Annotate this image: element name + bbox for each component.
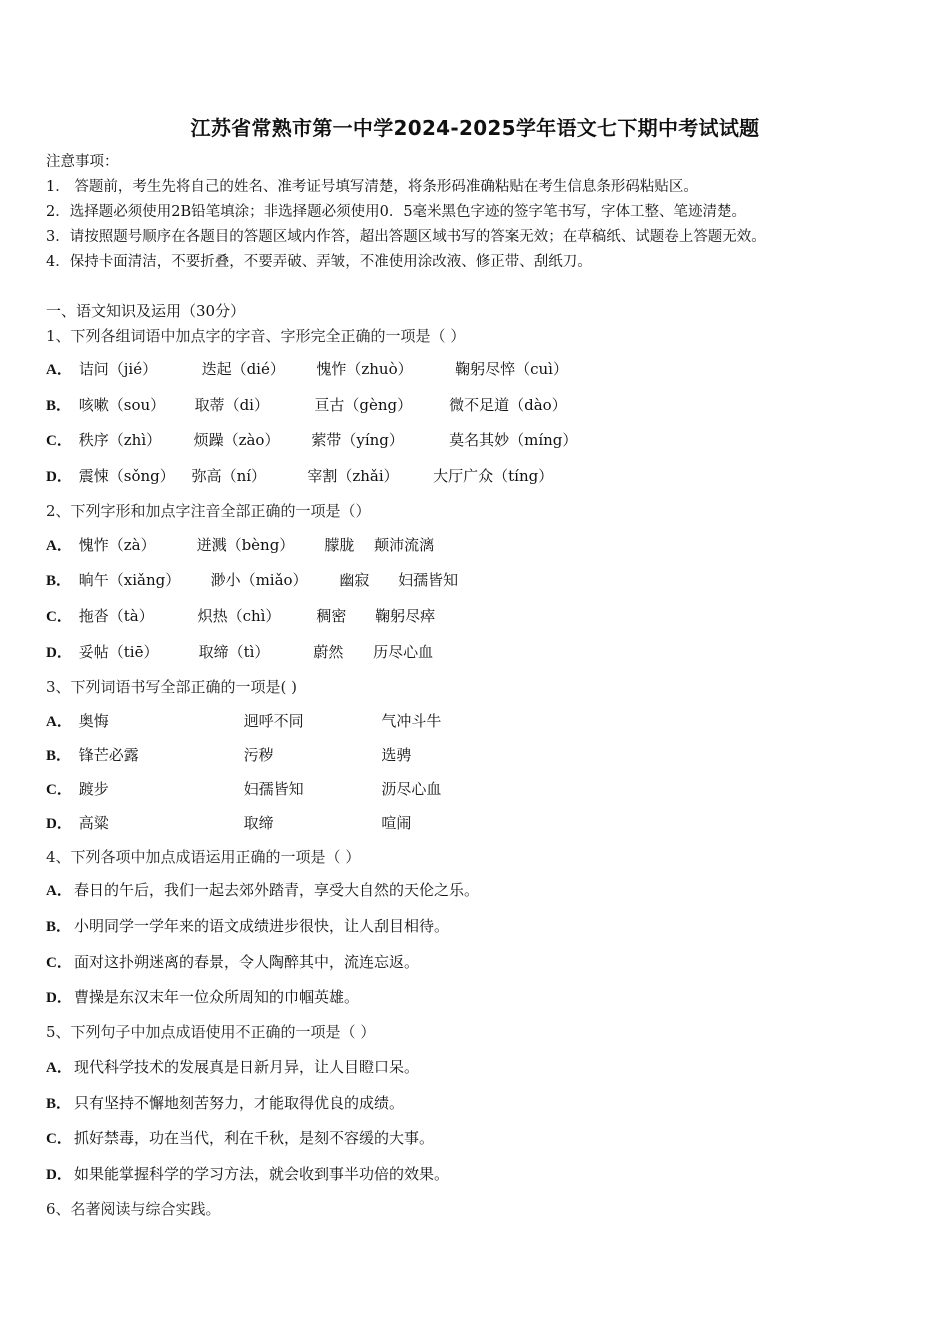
option-letter: B． <box>46 919 72 935</box>
option-item: 烦躁（zào） <box>193 431 280 449</box>
option-row <box>46 535 434 556</box>
option-letter: C． <box>46 609 72 625</box>
option-item: 取缔 <box>243 814 274 832</box>
option-item: 迸溅（bèng） <box>196 536 295 554</box>
option-text: 如果能掌握科学的学习方法，就会收到事半功倍的效果。 <box>74 1165 450 1183</box>
option-item: 奥悔 <box>78 712 109 730</box>
option-letter: C． <box>46 955 72 971</box>
option-item: 渺小（miǎo） <box>210 571 308 589</box>
question-stem: 6、名著阅读与综合实践。 <box>46 1200 221 1218</box>
option-row <box>46 642 433 663</box>
option-row <box>46 359 568 380</box>
question-stem: 2、下列字形和加点字注音全部正确的一项是（） <box>46 502 371 520</box>
option-text: 春日的午后，我们一起去郊外踏青，享受大自然的天伦之乐。 <box>74 881 480 899</box>
question-stem: 1、下列各组词语中加点字的字音、字形完全正确的一项是（ ） <box>46 327 466 345</box>
option-row <box>46 745 411 766</box>
option-row <box>46 880 479 901</box>
option-row <box>46 952 419 973</box>
option-item: 迥呼不同 <box>243 712 304 730</box>
option-item: 取蒂（di） <box>194 396 269 414</box>
option-item: 秩序（zhì） <box>78 431 162 449</box>
option-text: 现代科学技术的发展真是日新月异，让人目瞪口呆。 <box>74 1058 420 1076</box>
option-text: 只有坚持不懈地刻苦努力，才能取得优良的成绩。 <box>74 1094 405 1112</box>
option-item: 炽热（chì） <box>197 607 281 625</box>
option-item: 妥帖（tiē） <box>78 643 159 661</box>
option-item: 妇孺皆知 <box>398 571 459 589</box>
option-letter: D． <box>46 645 72 661</box>
option-row <box>46 395 567 416</box>
option-item: 鞠躬尽悴（cuì） <box>455 360 568 378</box>
option-item: 晌午（xiǎng） <box>78 571 181 589</box>
option-item: 颠沛流漓 <box>374 536 435 554</box>
question-stem: 3、下列词语书写全部正确的一项是( ) <box>46 678 298 696</box>
option-letter: A． <box>46 362 72 378</box>
option-item: 沥尽心血 <box>381 780 442 798</box>
option-row <box>46 916 449 937</box>
option-item: 高粱 <box>78 814 109 832</box>
option-letter: B． <box>46 398 72 414</box>
option-row <box>46 430 577 451</box>
option-item: 踱步 <box>78 780 109 798</box>
option-item: 朦胧 <box>324 536 355 554</box>
option-item: 妇孺皆知 <box>243 780 304 798</box>
option-item: 咳嗽（sou） <box>78 396 166 414</box>
option-item: 愧怍（zà） <box>78 536 156 554</box>
question-stem: 4、下列各项中加点成语运用正确的一项是（ ） <box>46 848 361 866</box>
option-item: 宰割（zhǎi） <box>307 467 399 485</box>
option-row <box>46 1164 449 1185</box>
option-row <box>46 711 441 732</box>
option-letter: D． <box>46 1167 72 1183</box>
option-item: 愧怍（zhuò） <box>316 360 413 378</box>
option-text: 小明同学一学年来的语文成绩进步很快，让人刮目相待。 <box>74 917 450 935</box>
question-stem: 5、下列句子中加点成语使用不正确的一项是（ ） <box>46 1023 376 1041</box>
notice-item: 3．请按照题号顺序在各题目的答题区域内作答，超出答题区域书写的答案无效；在草稿纸、试题卷上答题无效。 <box>46 229 766 245</box>
option-item: 稠密 <box>316 607 347 625</box>
option-row <box>46 466 553 487</box>
option-item: 拖沓（tà） <box>78 607 154 625</box>
option-letter: C． <box>46 782 72 798</box>
option-letter: D． <box>46 469 72 485</box>
notice-item: 2．选择题必须使用2B铅笔填涂；非选择题必须使用0．5毫米黑色字迹的签字笔书写，字体工整、笔迹清楚。 <box>46 204 747 220</box>
option-item: 迭起（dié） <box>201 360 285 378</box>
exam-title: 江苏省常熟市第一中学2024-2025学年语文七下期中考试试题 <box>190 116 760 140</box>
option-letter: A． <box>46 883 72 899</box>
option-letter: A． <box>46 538 72 554</box>
option-item: 污秽 <box>243 746 274 764</box>
option-item: 微不足道（dào） <box>449 396 567 414</box>
option-item: 喧闹 <box>381 814 412 832</box>
option-item: 锋芒必露 <box>78 746 139 764</box>
option-letter: C． <box>46 433 72 449</box>
option-row <box>46 1093 404 1114</box>
option-row <box>46 1057 419 1078</box>
option-row <box>46 813 411 834</box>
option-row <box>46 606 435 627</box>
option-item: 亘古（gèng） <box>314 396 413 414</box>
option-item: 弥高（ní） <box>191 467 267 485</box>
option-item: 气冲斗牛 <box>381 712 442 730</box>
notice-item: 4．保持卡面清洁，不要折叠，不要弄破、弄皱，不准使用涂改液、修正带、刮纸刀。 <box>46 254 592 270</box>
option-letter: A． <box>46 714 72 730</box>
option-text: 曹操是东汉末年一位众所周知的巾帼英雄。 <box>74 988 360 1006</box>
option-item: 历尽心血 <box>373 643 434 661</box>
option-row <box>46 570 458 591</box>
option-row <box>46 779 441 800</box>
option-letter: D． <box>46 990 72 1006</box>
option-item: 鞠躬尽瘁 <box>375 607 436 625</box>
option-letter: A． <box>46 1060 72 1076</box>
option-item: 取缔（tì） <box>198 643 270 661</box>
option-item: 震悚（sǒng） <box>78 467 175 485</box>
notice-heading: 注意事项： <box>46 154 119 170</box>
notice-item: 1． 答题前，考生先将自己的姓名、准考证号填写清楚，将条形码准确粘贴在考生信息条形码粘贴区。 <box>46 179 698 195</box>
option-letter: B． <box>46 573 72 589</box>
section-heading: 一、语文知识及运用（30分） <box>46 302 246 320</box>
option-text: 抓好禁毒，功在当代，利在千秋，是刻不容缓的大事。 <box>74 1129 435 1147</box>
option-item: 莫名其妙（míng） <box>449 431 578 449</box>
option-letter: D． <box>46 816 72 832</box>
option-letter: B． <box>46 1096 72 1112</box>
option-row <box>46 1128 434 1149</box>
option-item: 诘问（jié） <box>78 360 158 378</box>
option-item: 大厅广众（tíng） <box>433 467 554 485</box>
option-text: 面对这扑朔迷离的春景，令人陶醉其中，流连忘返。 <box>74 953 420 971</box>
option-row <box>46 987 359 1008</box>
option-item: 萦带（yíng） <box>311 431 404 449</box>
option-item: 蔚然 <box>313 643 344 661</box>
option-item: 选骋 <box>381 746 412 764</box>
option-letter: C． <box>46 1131 72 1147</box>
option-letter: B． <box>46 748 72 764</box>
option-item: 幽寂 <box>339 571 370 589</box>
